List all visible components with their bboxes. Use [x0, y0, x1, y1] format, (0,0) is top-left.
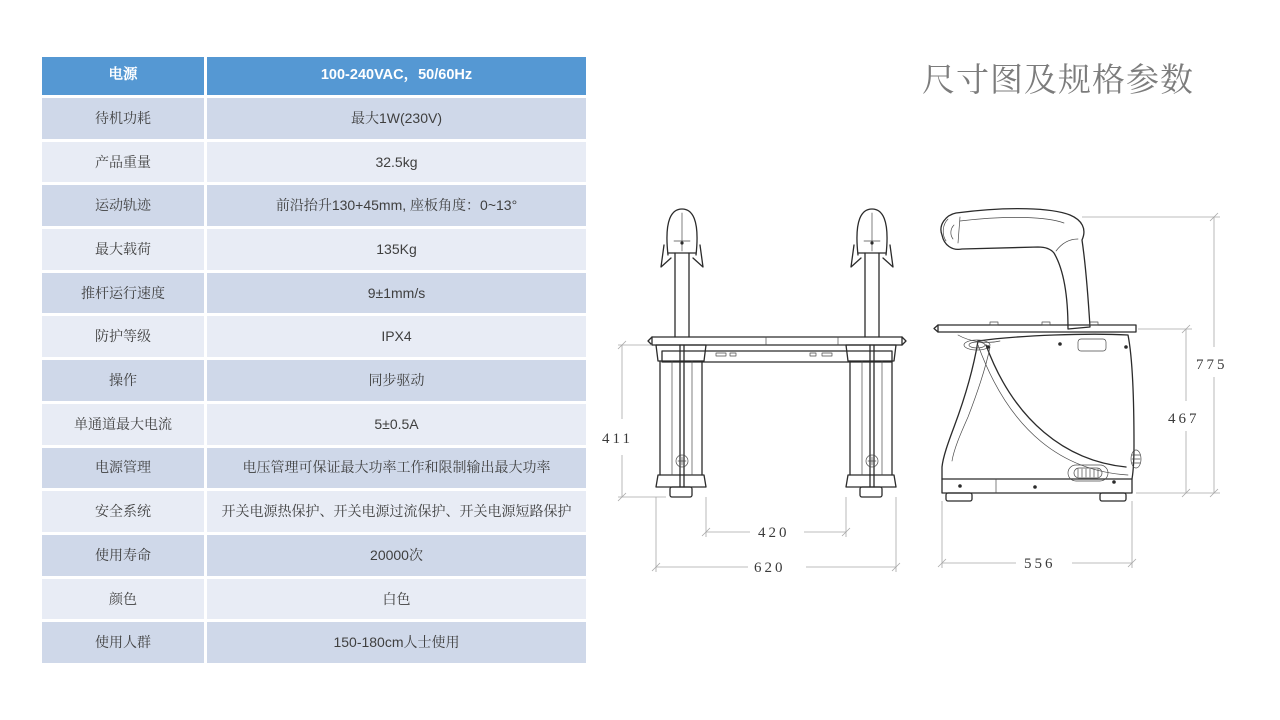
dim-label-inner-width: 420 — [758, 525, 790, 541]
spec-header-row — [42, 57, 586, 95]
row-label: 安全系统 — [42, 491, 204, 532]
front-view-svg — [598, 195, 918, 595]
row-label: 防护等级 — [42, 316, 204, 357]
row-value: 最大1W(230V) — [207, 98, 586, 139]
row-value: 20000次 — [207, 535, 586, 576]
row-label: 颜色 — [42, 579, 204, 620]
row-value: 电压管理可保证最大功率工作和限制输出最大功率 — [207, 448, 586, 489]
dim-label-body-height: 467 — [1168, 411, 1200, 427]
row-label: 推杆运行速度 — [42, 273, 204, 314]
row-label: 使用人群 — [42, 622, 204, 663]
row-label: 操作 — [42, 360, 204, 401]
row-value: 白色 — [207, 579, 586, 620]
table-row — [42, 404, 586, 445]
table-row — [42, 448, 586, 489]
row-label: 电源管理 — [42, 448, 204, 489]
row-label: 单通道最大电流 — [42, 404, 204, 445]
dim-label-depth: 556 — [1024, 556, 1056, 572]
row-value: IPX4 — [207, 316, 586, 357]
table-row — [42, 491, 586, 532]
side-view-drawing — [930, 195, 1242, 600]
row-label: 待机功耗 — [42, 98, 204, 139]
row-value: 135Kg — [207, 229, 586, 270]
table-row — [42, 360, 586, 401]
side-detail-lines — [943, 217, 1141, 493]
table-row — [42, 273, 586, 314]
dim-label-leg-height: 411 — [602, 431, 633, 447]
table-row — [42, 316, 586, 357]
dim-label-outer-width: 620 — [754, 560, 786, 576]
spec-header-value: 100-240VAC，50/60Hz — [207, 57, 586, 95]
row-value: 同步驱动 — [207, 360, 586, 401]
row-label: 最大载荷 — [42, 229, 204, 270]
table-row — [42, 229, 586, 270]
spec-table — [42, 57, 586, 666]
screw-dot — [680, 241, 683, 244]
table-row — [42, 142, 586, 183]
row-value: 150-180cm人士使用 — [207, 622, 586, 663]
row-value: 前沿抬升130+45mm, 座板角度：0~13° — [207, 185, 586, 226]
row-value: 32.5kg — [207, 142, 586, 183]
table-row — [42, 185, 586, 226]
row-label: 使用寿命 — [42, 535, 204, 576]
dim-label-total-height: 775 — [1196, 357, 1228, 373]
table-row — [42, 622, 586, 663]
table-row — [42, 535, 586, 576]
row-value: 5±0.5A — [207, 404, 586, 445]
row-value: 开关电源热保护、开关电源过流保护、开关电源短路保护 — [207, 491, 586, 532]
front-object-lines — [648, 209, 906, 497]
side-view-svg — [930, 195, 1242, 595]
side-object-lines — [934, 209, 1136, 501]
screw-dot — [870, 241, 873, 244]
page-title: 尺寸图及规格参数 — [922, 61, 1194, 98]
row-value: 9±1mm/s — [207, 273, 586, 314]
spec-header-label: 电源 — [42, 57, 204, 95]
side-dimension-lines — [938, 213, 1220, 568]
row-label: 运动轨迹 — [42, 185, 204, 226]
table-row — [42, 579, 586, 620]
row-label: 产品重量 — [42, 142, 204, 183]
table-row — [42, 98, 586, 139]
side-screw-dots — [958, 342, 1128, 489]
front-view-drawing — [598, 195, 918, 600]
